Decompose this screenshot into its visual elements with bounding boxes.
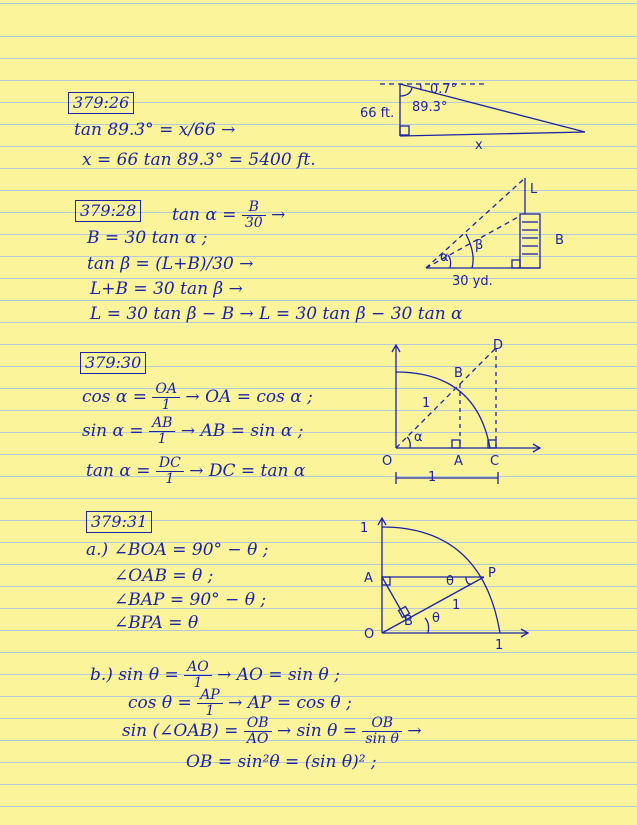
point-label: P [488, 566, 496, 581]
angle-label: θ [446, 574, 454, 589]
side-label: x [475, 138, 483, 153]
angle-label: β [475, 238, 484, 253]
radius-label: 1 [422, 396, 431, 411]
angle-label: α [414, 430, 423, 445]
equation-line: sin α = $\frac{AB}{1}$ → AB = sin α ; [82, 415, 304, 447]
equation-line: sin (∠OAB) = $\frac{OB}{AO}$ → sin θ = $\frac{OB}{\text{sin θ}}$ → [122, 715, 422, 747]
distance-label: 30 yd. [452, 274, 493, 289]
point-label: A [454, 454, 463, 469]
point-label: D [493, 338, 504, 353]
equation-line: cos θ = $\frac{AP}{1}$ → AP = cos θ ; [128, 687, 352, 719]
equation-line: tan β = (L+B)/30 → [87, 254, 254, 274]
point-label: B [404, 614, 413, 629]
length-label: 1 [428, 470, 437, 485]
problem-number-box: 379:31 [86, 511, 152, 533]
equation-line: b.) sin θ = $\frac{AO}{1}$ → AO = sin θ ; [90, 659, 340, 691]
equation-line: L+B = 30 tan β → [90, 279, 243, 299]
point-label: A [364, 571, 373, 586]
angle-label: θ [432, 611, 440, 626]
radius-label: 1 [452, 598, 461, 613]
equation-line: ∠OAB = θ ; [114, 566, 214, 586]
axis-label: 1 [360, 521, 369, 536]
angle-label: 89.3° [412, 100, 448, 115]
point-label: C [490, 454, 500, 469]
equation-line: tan α = $\frac{DC}{1}$ → DC = tan α [86, 455, 306, 487]
building-label: B [555, 233, 564, 248]
side-label: 66 ft. [360, 106, 395, 121]
equation-line: tan 89.3° = x/66 → [74, 120, 236, 140]
problem-number-box: 379:26 [68, 92, 134, 114]
equation-line: L = 30 tan β − B → L = 30 tan β − 30 tan α [90, 304, 463, 324]
unit-circle-figure [380, 340, 560, 490]
equation-line: ∠BAP = 90° − θ ; [114, 590, 267, 610]
equation-line: ∠BPA = θ [114, 613, 199, 633]
axis-label: 1 [495, 638, 504, 653]
angle-label: 0.7° [430, 82, 458, 97]
point-label: B [454, 366, 463, 381]
tower-label: L [530, 182, 538, 197]
angle-label: α [440, 250, 449, 265]
equation-line: x = 66 tan 89.3° = 5400 ft. [82, 150, 316, 170]
equation-line: tan α = $\frac{B}{30}$ → [172, 199, 286, 231]
equation-line: cos α = $\frac{OA}{1}$ → OA = cos α ; [82, 381, 313, 413]
equation-line: a.) ∠BOA = 90° − θ ; [86, 540, 269, 560]
problem-number-box: 379:30 [80, 352, 146, 374]
point-label: O [382, 454, 393, 469]
equation-line: B = 30 tan α ; [87, 228, 208, 248]
point-label: O [364, 627, 375, 642]
problem-number-box: 379:28 [75, 200, 141, 222]
quarter-circle-figure [370, 515, 540, 655]
equation-line: OB = sin²θ = (sin θ)² ; [186, 752, 377, 772]
